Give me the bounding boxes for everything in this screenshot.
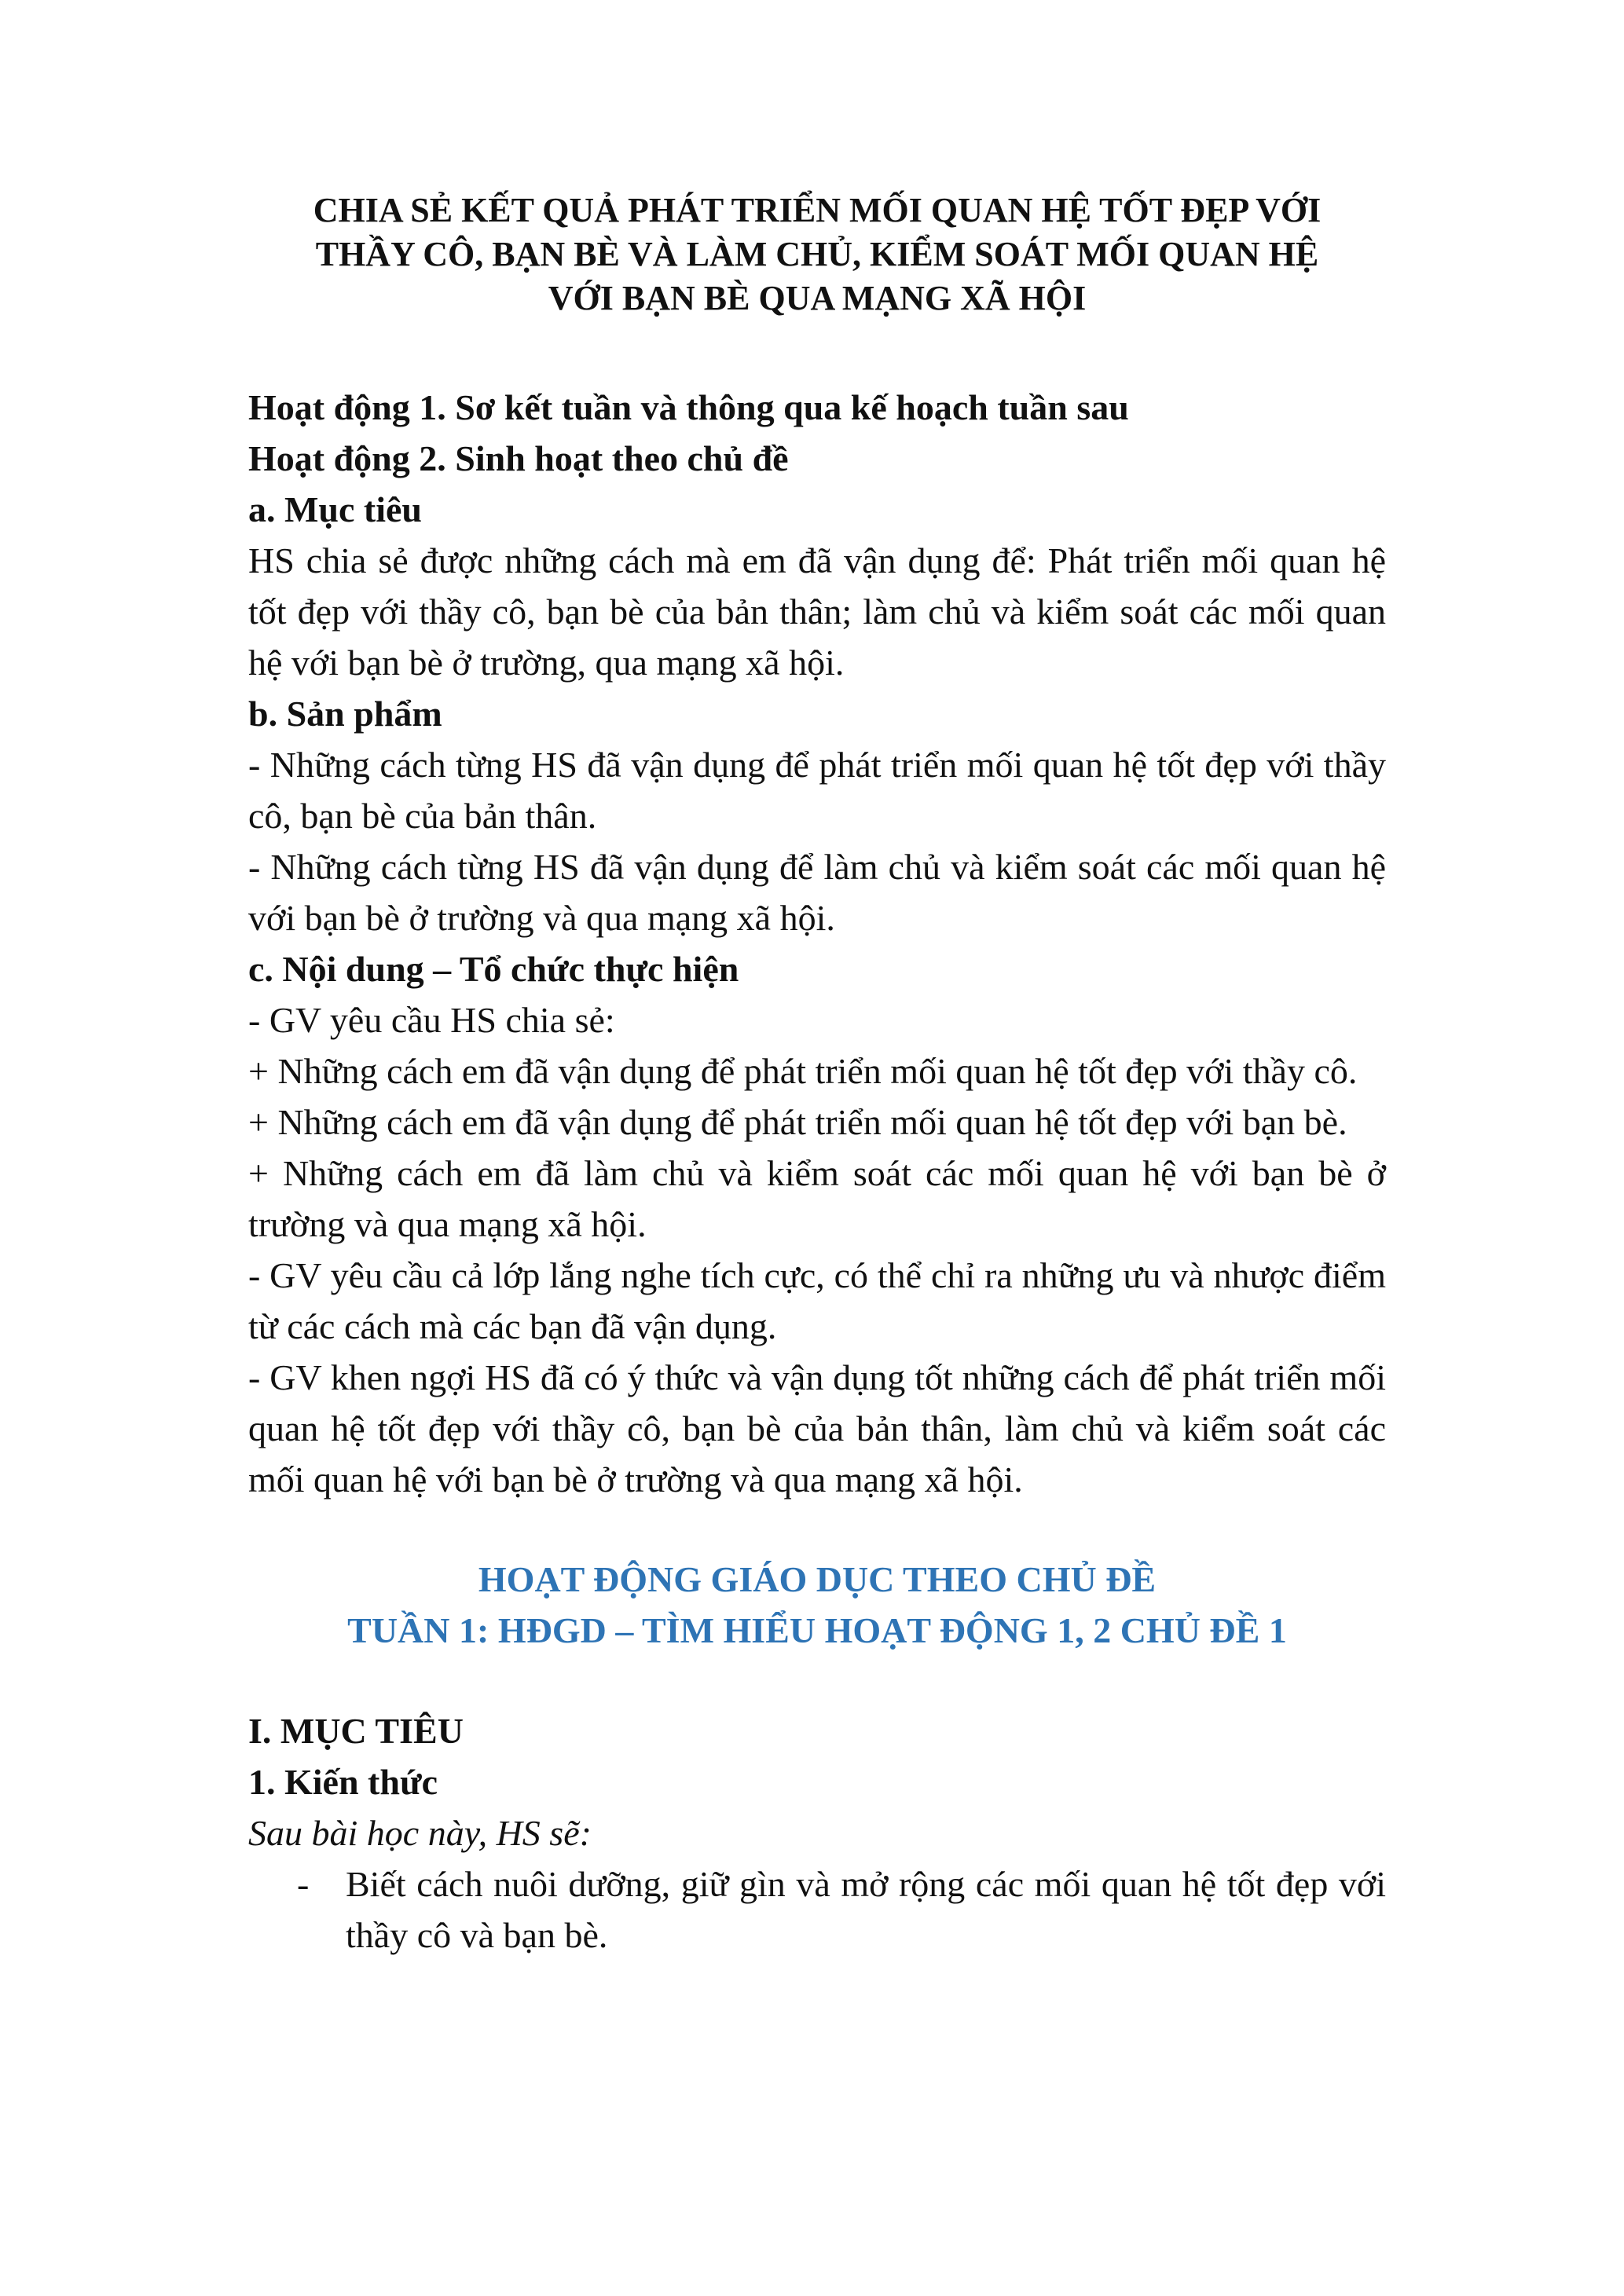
document-content [248, 189, 1386, 1961]
knowledge-heading: 1. Kiến thức [248, 1762, 438, 1802]
section-c-item: - GV yêu cầu cả lớp lắng nghe tích cực, có thể chỉ ra những ưu và nhược điểm từ các cách mà các bạn đã vận dụng. [248, 1255, 1386, 1346]
section-c-item: + Những cách em đã làm chủ và kiểm soát các mối quan hệ với bạn bè ở trường và qua mạng xã hội. [248, 1153, 1386, 1244]
section-c-heading: c. Nội dung – Tổ chức thực hiện [248, 949, 739, 989]
section-b-item: - Những cách từng HS đã vận dụng để làm chủ và kiểm soát các mối quan hệ với bạn bè ở trường và qua mạng xã hội. [248, 847, 1386, 938]
section-c-item: - GV khen ngợi HS đã có ý thức và vận dụng tốt những cách để phát triển mối quan hệ tốt đẹp với thầy cô, bạn bè của bản thân, làm chủ và kiểm soát các mối quan hệ với bạn bè ở trường và qua mạng xã hội. [248, 1357, 1386, 1500]
topic-heading-line-1: HOẠT ĐỘNG GIÁO DỤC THEO CHỦ ĐỀ [478, 1559, 1157, 1599]
section-i-heading: I. MỤC TIÊU [248, 1711, 464, 1751]
document-title [248, 189, 1386, 320]
activity-2-heading: Hoạt động 2. Sinh hoạt theo chủ đề [248, 438, 789, 478]
activity-1-heading: Hoạt động 1. Sơ kết tuần và thông qua kế hoạch tuần sau [248, 387, 1129, 427]
section-c-item: - GV yêu cầu HS chia sẻ: [248, 1000, 615, 1040]
title-line-1: CHIA SẺ KẾT QUẢ PHÁT TRIỂN MỐI QUAN HỆ TỐT ĐẸP VỚI [313, 191, 1322, 229]
section-a-text: HS chia sẻ được những cách mà em đã vận dụng để: Phát triển mối quan hệ tốt đẹp với thầy cô, bạn bè của bản thân; làm chủ và kiểm soát các mối quan hệ với bạn bè ở trường, qua mạng xã hội. [248, 540, 1386, 683]
topic-heading [248, 1554, 1386, 1656]
knowledge-list [248, 1858, 1386, 1961]
section-b-heading: b. Sản phẩm [248, 694, 442, 734]
section-a-heading: a. Mục tiêu [248, 489, 423, 529]
section-c-item: + Những cách em đã vận dụng để phát triển mối quan hệ tốt đẹp với bạn bè. [248, 1102, 1347, 1142]
title-line-3: VỚI BẠN BÈ QUA MẠNG XÃ HỘI [548, 279, 1087, 317]
section-b-item: - Những cách từng HS đã vận dụng để phát triển mối quan hệ tốt đẹp với thầy cô, bạn bè của bản thân. [248, 745, 1386, 836]
list-item-text: Biết cách nuôi dưỡng, giữ gìn và mở rộng các mối quan hệ tốt đẹp với thầy cô và bạn bè. [346, 1864, 1386, 1955]
knowledge-intro: Sau bài học này, HS sẽ: [248, 1813, 592, 1853]
title-line-2: THẦY CÔ, BẠN BÈ VÀ LÀM CHỦ, KIỂM SOÁT MỐI QUAN HỆ [315, 235, 1319, 273]
list-dash: - [297, 1864, 310, 1904]
section-c-item: + Những cách em đã vận dụng để phát triển mối quan hệ tốt đẹp với thầy cô. [248, 1051, 1358, 1091]
list-item [248, 1858, 1386, 1961]
topic-heading-line-2: TUẦN 1: HĐGD – TÌM HIỂU HOẠT ĐỘNG 1, 2 CHỦ ĐỀ 1 [347, 1610, 1287, 1650]
